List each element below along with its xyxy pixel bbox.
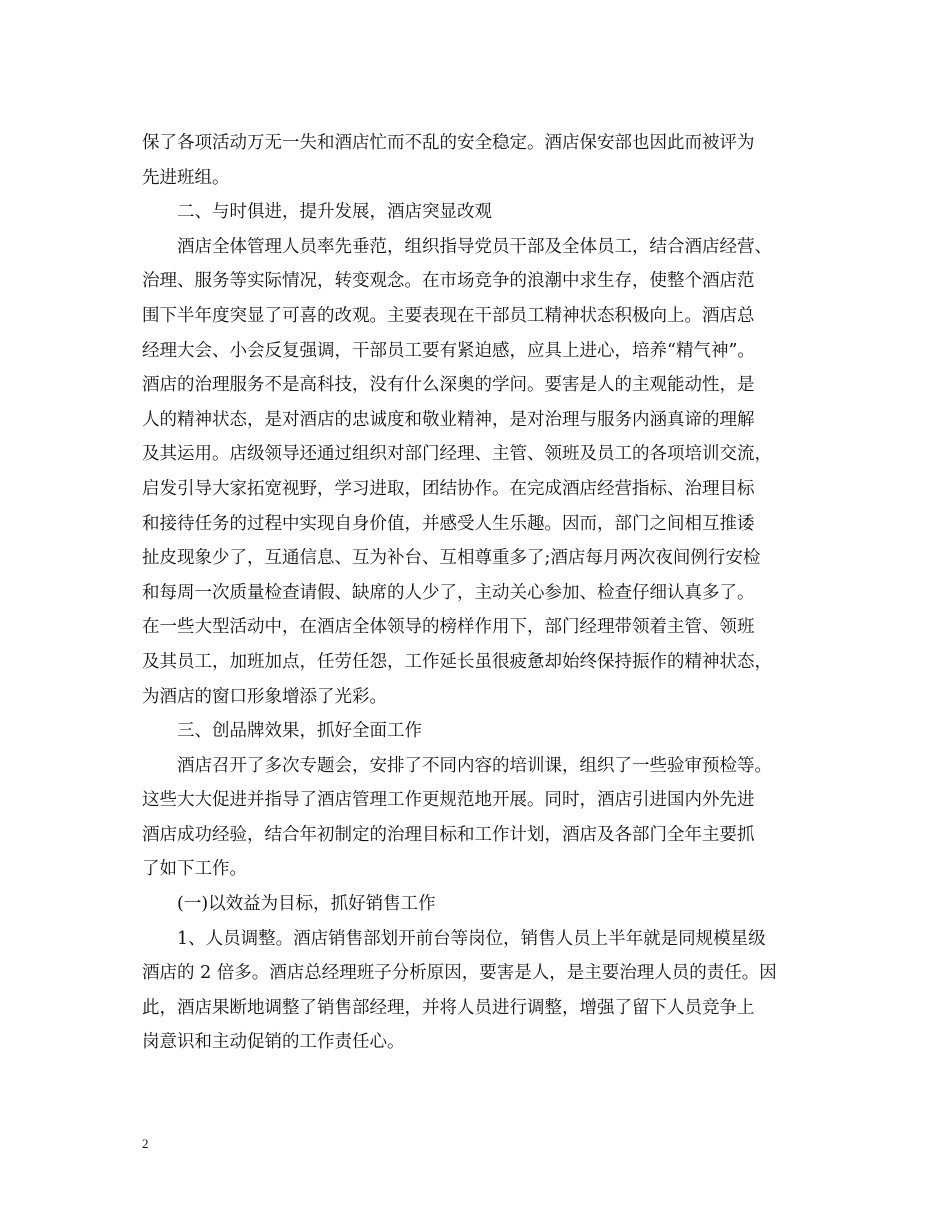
section-heading: 二、与时俱进，提升发展，酒店突显改观 bbox=[177, 202, 492, 223]
text-line: 岗意识和主动促销的工作责任心。 bbox=[142, 1032, 405, 1053]
text-line: 围下半年度突显了可喜的改观。主要表现在干部员工精神状态积极向上。酒店总 bbox=[142, 305, 755, 326]
text-line: 经理大会、小会反复强调，干部员工要有紧迫感，应具上进心，培养“精气神”。 bbox=[142, 340, 755, 361]
text-line: 和每周一次质量检查请假、缺席的人少了，主动关心参加、检查仔细认真多了。 bbox=[142, 582, 755, 603]
text-line: 人的精神状态，是对酒店的忠诚度和敬业精神，是对治理与服务内涵真谛的理解 bbox=[142, 409, 755, 430]
text-line: 先进班组。 bbox=[142, 167, 230, 188]
text-line: 及其员工，加班加点，任劳任怨，工作延长虽很疲惫却始终保持振作的精神状态， bbox=[142, 651, 772, 672]
text-line: 了如下工作。 bbox=[142, 859, 247, 880]
subsection-heading: (一)以效益为目标，抓好销售工作 bbox=[177, 894, 436, 915]
text-line: 及其运用。店级领导还通过组织对部门经理、主管、领班及员工的各项培训交流， bbox=[142, 444, 772, 465]
text-line: 酒店的治理服务不是高科技，没有什么深奥的学问。要害是人的主观能动性，是 bbox=[142, 375, 755, 396]
text-line: 保了各项活动万无一失和酒店忙而不乱的安全稳定。酒店保安部也因此而被评为 bbox=[142, 133, 755, 153]
text-line: 此，酒店果断地调整了销售部经理，并将人员进行调整，增强了留下人员竞争上 bbox=[142, 997, 755, 1018]
text-line: 1、人员调整。酒店销售部划开前台等岗位，销售人员上半年就是同规模星级 bbox=[177, 928, 766, 949]
text-line: 酒店召开了多次专题会，安排了不同内容的培训课，组织了一些验审预检等。 bbox=[177, 755, 772, 776]
text-line: 酒店的 2 倍多。酒店总经理班子分析原因，要害是人，是主要治理人员的责任。因 bbox=[142, 963, 777, 984]
text-line: 在一些大型活动中，在酒店全体领导的榜样作用下，部门经理带领着主管、领班 bbox=[142, 617, 755, 638]
text-line: 酒店成功经验，结合年初制定的治理目标和工作计划，酒店及各部门全年主要抓 bbox=[142, 824, 755, 845]
body-text bbox=[142, 126, 812, 1060]
text-line: 和接待任务的过程中实现自身价值，并感受人生乐趣。因而，部门之间相互推诿 bbox=[142, 513, 755, 534]
page-number: 2 bbox=[142, 1136, 149, 1151]
text-line: 酒店全体管理人员率先垂范，组织指导党员干部及全体员工，结合酒店经营、 bbox=[177, 236, 772, 257]
text-line: 这些大大促进并指导了酒店管理工作更规范地开展。同时，酒店引进国内外先进 bbox=[142, 790, 755, 811]
text-line: 启发引导大家拓宽视野，学习进取，团结协作。在完成酒店经营指标、治理目标 bbox=[142, 478, 755, 499]
section-heading: 三、创品牌效果，抓好全面工作 bbox=[177, 721, 422, 742]
text-line: 治理、服务等实际情况，转变观念。在市场竞争的浪潮中求生存，使整个酒店范 bbox=[142, 271, 755, 292]
text-line: 扯皮现象少了，互通信息、互为补台、互相尊重多了;酒店每月两次夜间例行安检 bbox=[142, 548, 761, 569]
text-line: 为酒店的窗口形象增添了光彩。 bbox=[142, 686, 387, 707]
